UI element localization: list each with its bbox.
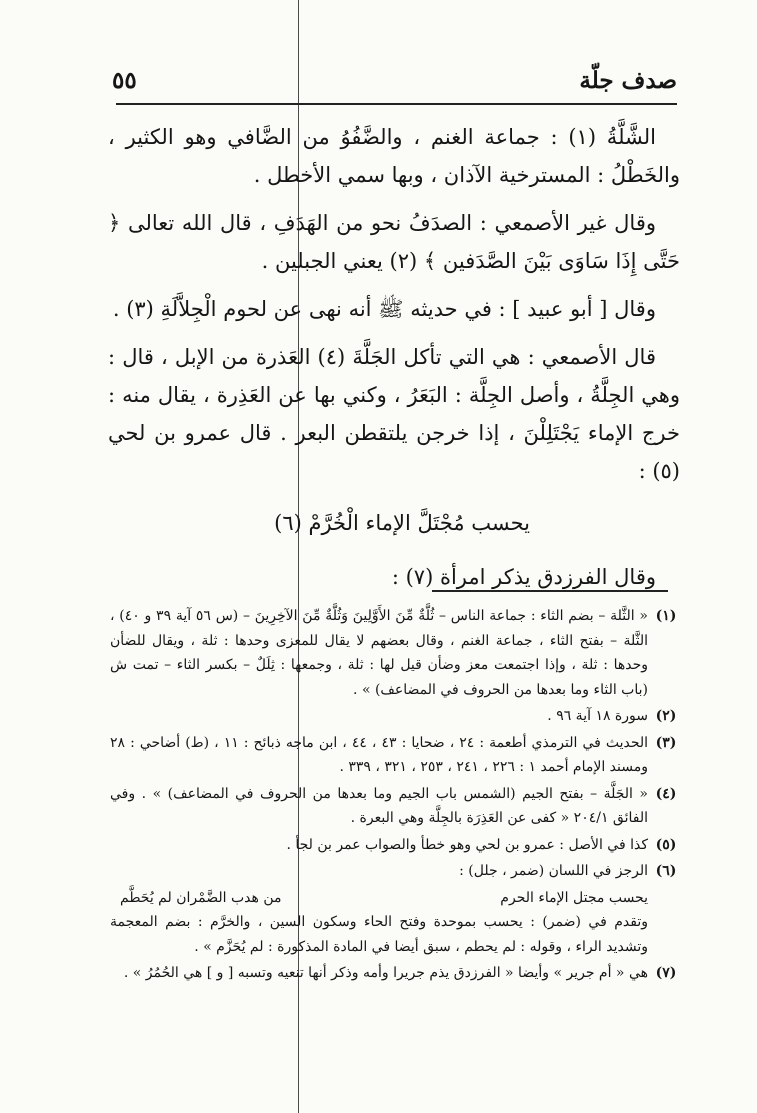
footnote-number: (٦)	[655, 863, 677, 879]
verse-hemistich-left: من هدب الضَّمْران لم يُحَطَّم	[120, 889, 282, 906]
footnote-number: (٧)	[655, 965, 677, 981]
footnote-5	[110, 833, 682, 858]
paragraph-3: وقال [ أبو عبيد ] : في حديثه ﷺ أنه نهى عن لحوم الْجِلاَّلَةِ (٣) .	[112, 297, 656, 321]
footnote-rule	[432, 590, 668, 592]
verse-hemistich-right: يحسب مجتل الإماء الحرم	[500, 889, 648, 906]
footnote-text: الرجز في اللسان (ضمر ، جلل) :	[459, 863, 648, 879]
footnote-4	[110, 782, 682, 831]
footnote-number: (٤)	[655, 785, 677, 802]
footnote-text: سورة ١٨ آية ٩٦ .	[547, 708, 648, 724]
footnote-number: (٥)	[655, 836, 677, 853]
footnote-7	[110, 961, 682, 986]
footnote-6-continued	[110, 886, 682, 960]
footnotes	[110, 604, 682, 988]
footnote-text: « الجَلَّة – بفتح الجيم (الشمس باب الجيم وما بعدها من الحروف في المضاعف) » . وفي الفائق ٢٠٤/١ « كفى عن العَذِرَة بالجِلَّة وهي البعرة .	[110, 785, 648, 826]
page-number: ٥٥	[112, 67, 137, 94]
main-text	[108, 118, 680, 606]
footnote-verse	[110, 886, 648, 911]
footnote-1	[110, 604, 682, 702]
footnote-text: الحديث في الترمذي أطعمة : ٢٤ ، ضحايا : ٤٣ ، ٤٤ ، ابن ماجه ذبائح : ١١ ، (ط) أضاحي : ٢٨ ومسند الإمام أحمد ١ : ٢٢٦ ، ٢٤١ ، ٢٥٣ ، ٣٢١ ، ٣٣٩ .	[110, 734, 649, 775]
footnote-text: هي « أم جرير » وأيضا « الفرزدق يذم جريرا وأمه وذكر أنها تنعيه وتسبه [ و ] هي الحُمُرُ » .	[123, 965, 648, 981]
footnote-3	[110, 731, 682, 780]
paragraph-4: قال الأصمعي : هي التي تأكل الجَلَّةَ (٤) العَذرة من الإبل ، قال : وهي الجِلَّةُ ، وأصل الجِلَّة : البَعَرُ ، وكني بها عن العَذِرة ، يقال منه : خرج الإماء يَجْتَلِلْنَ ، إذا خرجن يلتقطن البعر . قال عمرو بن لحي (٥) :	[108, 345, 680, 483]
verse-text: يحسب مُجْتَلَّ الإماء الْخُرَّمْ (٦)	[274, 511, 530, 535]
header-rule	[116, 103, 677, 105]
paragraph-5: وقال الفرزدق يذكر امرأة (٧) :	[391, 565, 656, 589]
footnote-number: (٣)	[655, 734, 677, 751]
verse-line	[108, 504, 680, 542]
footnote-6	[110, 859, 682, 884]
footnote-text: وتقدم في (ضمر) : يحسب بموحدة وفتح الحاء وسكون السين ، والخرَّم : بضم المعجمة وتشديد الراء ، وقوله : لم يحطم ، سبق أيضا في المادة المذكورة : لم يُحَزَّم » .	[110, 914, 648, 955]
footnote-2	[110, 704, 682, 729]
paragraph-2: وقال غير الأصمعي : الصدَفُ نحو من الهَدَفِ ، قال الله تعالى ﴿ حَتَّى إِذَا سَاوَى بَيْنَ الصَّدَفين ﴾ (٢) يعني الجبلين .	[108, 211, 680, 273]
page-header	[112, 54, 677, 94]
footnote-number: (٢)	[655, 708, 677, 724]
footnote-text: كذا في الأصل : عمرو بن لحي وهو خطأ والصواب عمر بن لجأ .	[286, 836, 648, 853]
footnote-text: « الثَّلة – بضم الثاء : جماعة الناس – ثُلَّةٌ مِّنَ الأَوَّلِينَ وَثُلَّةٌ مِّنَ الآخِرِينَ – (س ٥٦ آية ٣٩ و ٤٠) ، الثَّلة – بفتح الثاء ، جماعة الغنم ، وقال بعضهم لا يقال للمعزى وحدها : ثلة ، ويقال للضأن وحدها : ثلة ، وإذا اجتمعت معز وضأن قيل لها : ثلة ، وجمعها : ثِلَلٌ – بكسر الثاء – تمت ش (باب الثاء وما بعدها من الحروف في المضاعف) » .	[110, 608, 648, 698]
paragraph-1: الشَّلَّةُ (١) : جماعة الغنم ، والضَّفُوُ من الضَّافي وهو الكثير ، والخَطْلُ : المسترخية الآذان ، وبها سمي الأخطل .	[108, 125, 680, 187]
running-title: صدف جلّة	[579, 67, 677, 94]
footnote-number: (١)	[655, 608, 677, 624]
